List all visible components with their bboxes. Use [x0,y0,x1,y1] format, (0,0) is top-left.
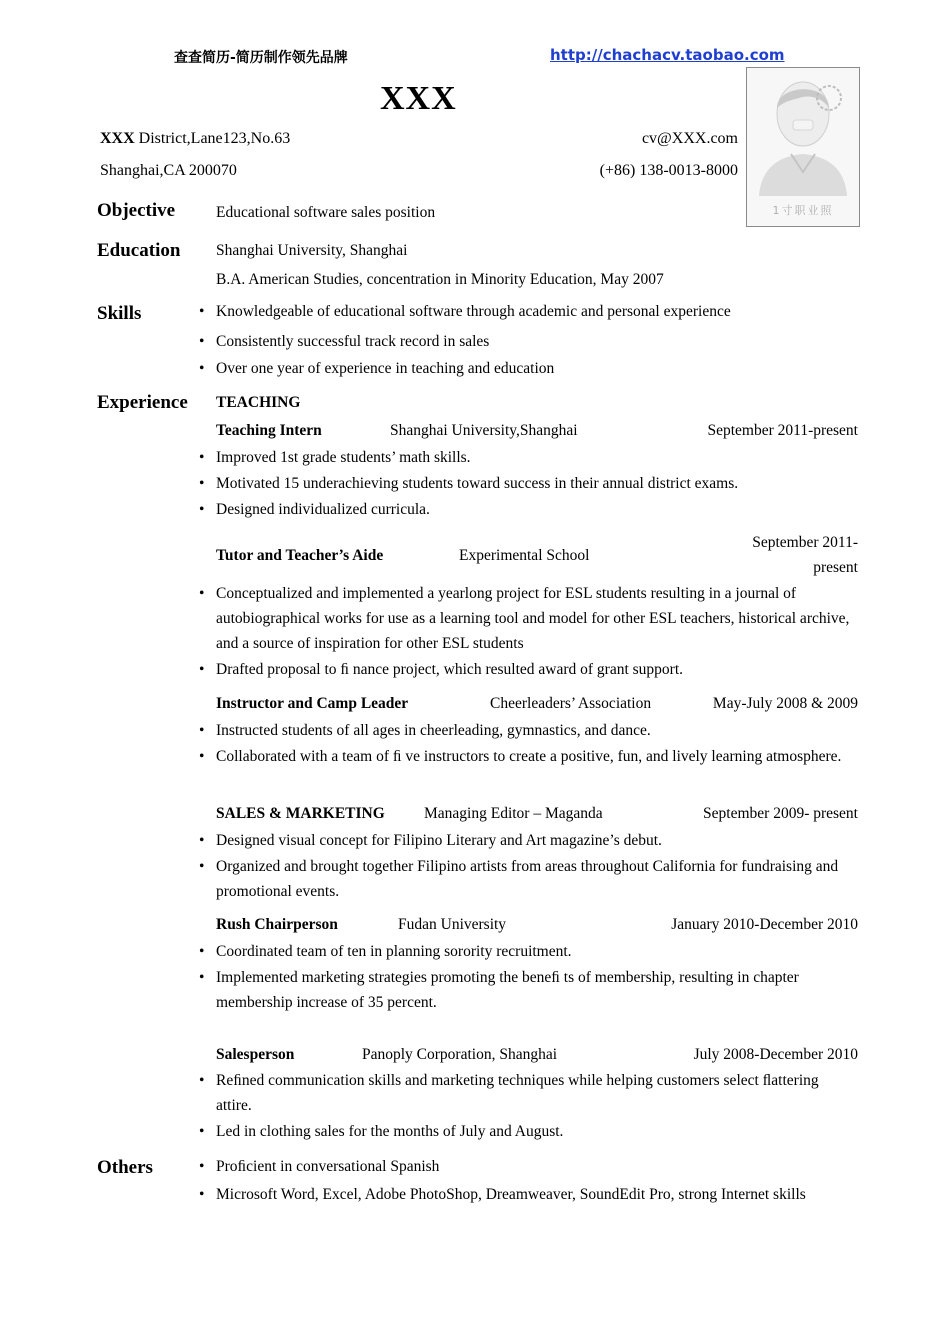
list-item: • Designed visual concept for Filipino Literary and Art magazine’s debut. [216,828,858,853]
job-date: July 2008-December 2010 [693,1046,858,1063]
brand-text: 查查简历-简历制作领先品牌 [174,50,348,66]
list-item: • Led in clothing sales for the months of July and August. [216,1119,858,1144]
teaching-heading: TEACHING [216,394,301,411]
section-skills: Skills [97,303,142,324]
list-item: • Organized and brought together Filipino artists from areas throughout California for fundraising and promotional events. [216,854,858,904]
job-bullets [216,445,858,522]
education-degree: B.A. American Studies, concentration in Minority Education, May 2007 [216,271,664,288]
job-date-cont: present [813,559,858,576]
skills-list [216,299,858,381]
list-item: • Consistently successful track record in sales [216,329,858,354]
list-item: • Conceptualized and implemented a yearlong project for ESL students resulting in a journal of autobiographical works for use as a learning tool and model for other ESL teachers, historical archive, and a source of inspiration for other ESL students [216,581,858,656]
list-item: • Collaborated with a team of ﬁ ve instructors to create a positive, fun, and lively learning atmosphere. [216,744,858,769]
job-bullets [216,828,858,904]
list-item: • Drafted proposal to ﬁ nance project, which resulted award of grant support. [216,657,858,682]
list-item: • Knowledgeable of educational software through academic and personal experience [216,299,858,324]
job-title: Tutor and Teacher’s Aide [216,547,384,564]
job-header [216,530,858,580]
list-item: • Instructed students of all ages in cheerleading, gymnastics, and dance. [216,718,858,743]
objective-text: Educational software sales position [216,204,436,221]
list-item: • Motivated 15 underachieving students toward success in their annual district exams. [216,471,858,496]
others-list [216,1154,858,1207]
job-bullets [216,581,858,682]
job-date: September 2011- [752,534,858,551]
phone: (+86) 138-0013-8000 [599,162,738,179]
address-rest: District,Lane123,No.63 [134,130,291,147]
job-title: Instructor and Camp Leader [216,695,409,712]
job-date: January 2010-December 2010 [671,916,858,933]
section-experience: Experience [97,392,188,413]
list-item: • Implemented marketing strategies promoting the beneﬁ ts of membership, resulting in chapter membership increase of 35 percent. [216,965,858,1015]
education-school: Shanghai University, Shanghai [216,242,408,259]
job-date: September 2009- present [703,805,858,822]
job-title: Salesperson [216,1046,295,1063]
job-title: SALES & MARKETING [216,805,385,822]
section-others: Others [97,1157,153,1178]
email: cv@XXX.com [641,130,738,147]
list-item: • Over one year of experience in teaching and education [216,356,858,381]
section-objective: Objective [97,200,176,221]
list-item: • Reﬁned communication skills and marketing techniques while helping customers select ﬂattering attire. [216,1068,858,1118]
candidate-name: XXX [380,80,457,117]
job-title: Teaching Intern [216,422,322,439]
list-item: • Proﬁcient in conversational Spanish [216,1154,858,1179]
shop-link[interactable]: http://chachacv.taobao.com [550,46,785,64]
job-org: Panoply Corporation, Shanghai [362,1046,558,1063]
list-item: • Coordinated team of ten in planning sorority recruitment. [216,939,858,964]
address-bold: XXX [100,130,135,147]
address-line-2: Shanghai,CA 200070 [100,162,237,179]
photo-caption: 1寸职业照 [772,204,834,217]
list-item: • Improved 1st grade students’ math skills. [216,445,858,470]
job-org: Fudan University [398,916,507,933]
job-org: Cheerleaders’ Association [490,695,652,712]
job-org: Experimental School [459,547,590,564]
address-line-1 [100,130,290,148]
job-org: Managing Editor – Maganda [424,805,603,822]
list-item: • Designed individualized curricula. [216,497,858,522]
section-education: Education [97,240,181,261]
list-item: • Microsoft Word, Excel, Adobe PhotoShop, Dreamweaver, SoundEdit Pro, strong Internet skills [216,1182,858,1207]
job-title: Rush Chairperson [216,916,338,933]
job-date: September 2011-present [707,422,858,439]
job-org: Shanghai University,Shanghai [390,422,578,439]
job-bullets [216,1068,858,1144]
job-date: May-July 2008 & 2009 [712,695,858,712]
job-bullets [216,718,858,769]
job-bullets [216,939,858,1015]
